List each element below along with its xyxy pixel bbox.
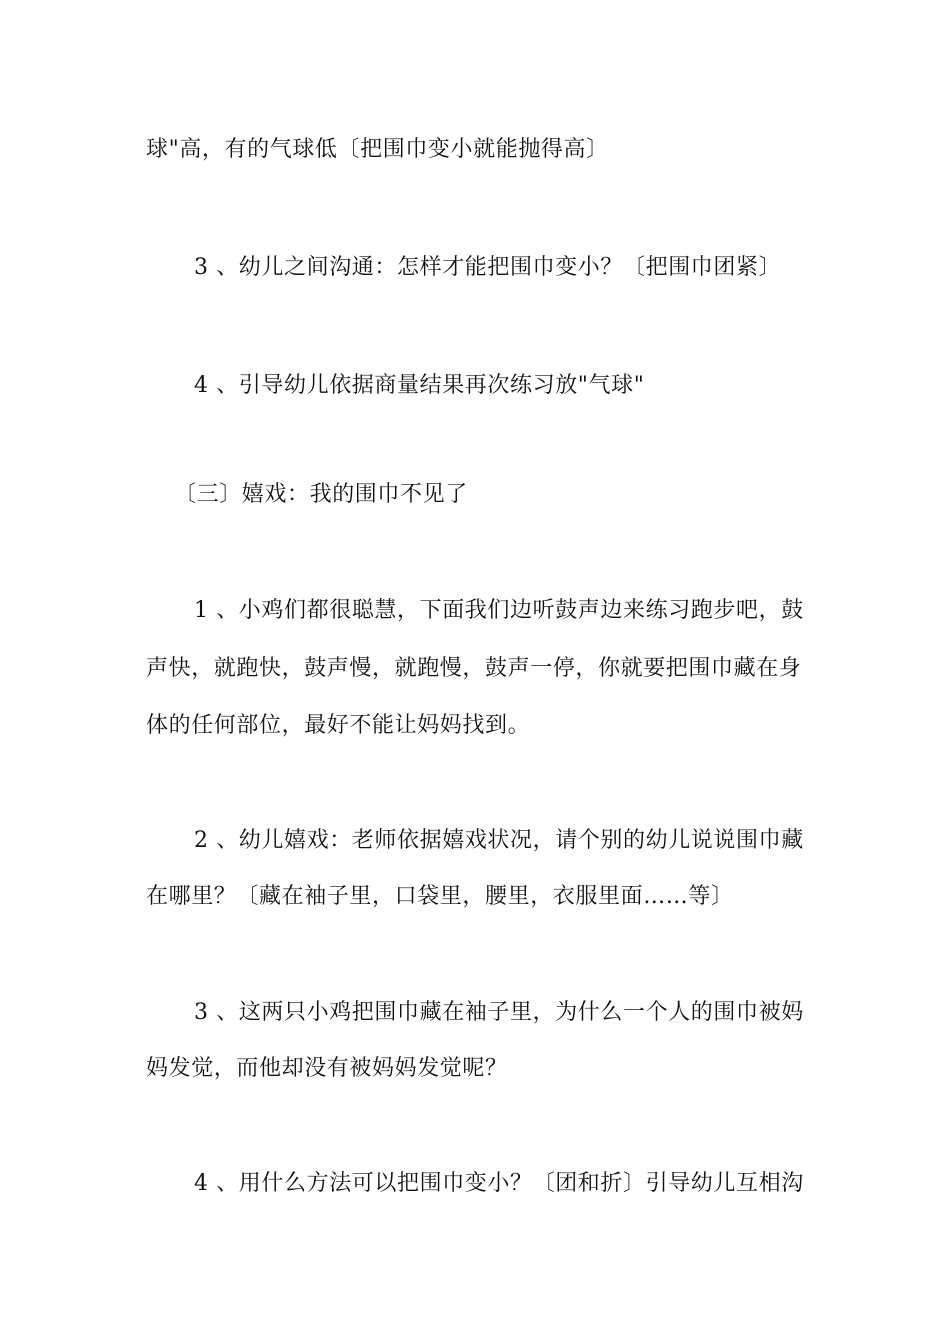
paragraph-line: 3 、这两只小鸡把围巾藏在袖子里，为什么一个人的围巾被妈	[194, 1000, 804, 1025]
paragraph-line: 1 、小鸡们都很聪慧，下面我们边听鼓声边来练习跑步吧，鼓	[194, 598, 804, 623]
paragraph-line: 3 、幼儿之间沟通：怎样才能把围巾变小？〔把围巾团紧〕	[194, 255, 782, 280]
paragraph-line: 体的任何部位，最好不能让妈妈找到。	[146, 713, 531, 738]
paragraph-line: 声快，就跑快，鼓声慢，就跑慢，鼓声一停，你就要把围巾藏在身	[146, 656, 802, 681]
paragraph-line: 4 、引导幼儿依据商量结果再次练习放"气球"	[194, 373, 645, 398]
paragraph-line: 2 、幼儿嬉戏：老师依据嬉戏状况，请个别的幼儿说说围巾藏	[194, 828, 804, 853]
section-heading: 〔三〕嬉戏：我的围巾不见了	[174, 482, 468, 507]
paragraph-line: 球"高，有的气球低〔把围巾变小就能抛得高〕	[146, 137, 609, 162]
paragraph-line: 妈发觉，而他却没有被妈妈发觉呢？	[146, 1056, 508, 1081]
paragraph-line: 4 、用什么方法可以把围巾变小？〔团和折〕引导幼儿互相沟	[194, 1171, 804, 1196]
paragraph-line: 在哪里？〔藏在袖子里，口袋里，腰里，衣服里面……等〕	[146, 884, 734, 909]
